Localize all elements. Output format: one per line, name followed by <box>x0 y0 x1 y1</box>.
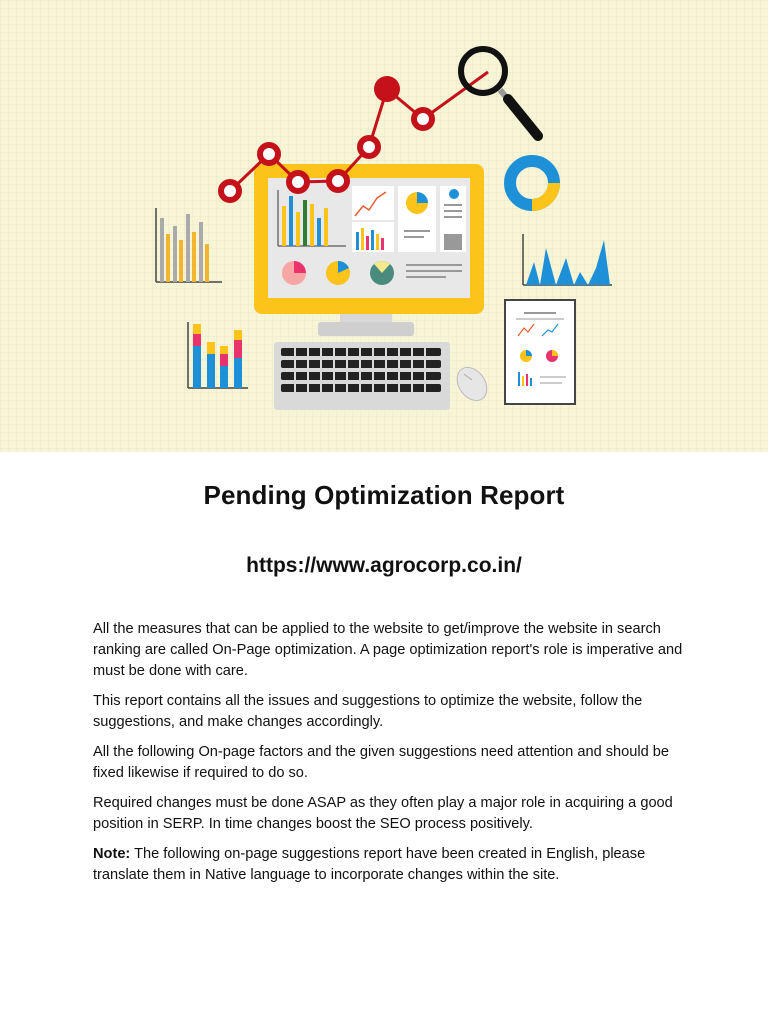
note-paragraph <box>93 844 693 886</box>
magnifier-icon <box>461 49 538 136</box>
mouse-icon <box>451 362 493 406</box>
intro-paragraph: This report contains all the issues and suggestions to optimize the website, follow the suggestions, and make changes accordingly. <box>93 693 643 730</box>
stacked-bar-chart-icon <box>188 322 248 388</box>
website-url: https://www.agrocorp.co.in/ <box>246 554 522 577</box>
analytics-illustration <box>0 0 768 452</box>
report-intro <box>93 619 693 895</box>
keyboard-icon <box>274 342 450 410</box>
note-label: Note: <box>93 846 131 862</box>
note-text: The following on-page suggestions report have been created in English, please translate them in Native language to incorporate changes within the site. <box>93 846 646 883</box>
report-title: Pending Optimization Report <box>203 480 565 510</box>
bar-chart-icon <box>156 208 222 282</box>
donut-chart-icon <box>510 161 554 205</box>
area-chart-icon <box>523 234 612 285</box>
intro-paragraph: All the following On-page factors and the given suggestions need attention and should be fixed likewise if required to do so. <box>93 744 670 781</box>
intro-paragraph: Required changes must be done ASAP as they often play a major role in acquiring a good position in SERP. In time changes boost the SEO process positively. <box>93 795 673 832</box>
intro-paragraph: All the measures that can be applied to the website to get/improve the website in search ranking are called On-Page optimization. A page optimization report's role is imperative and must be done with care. <box>93 621 683 679</box>
report-sheet-icon <box>505 300 575 404</box>
monitor-icon <box>254 164 484 336</box>
hero-illustration <box>0 0 768 452</box>
